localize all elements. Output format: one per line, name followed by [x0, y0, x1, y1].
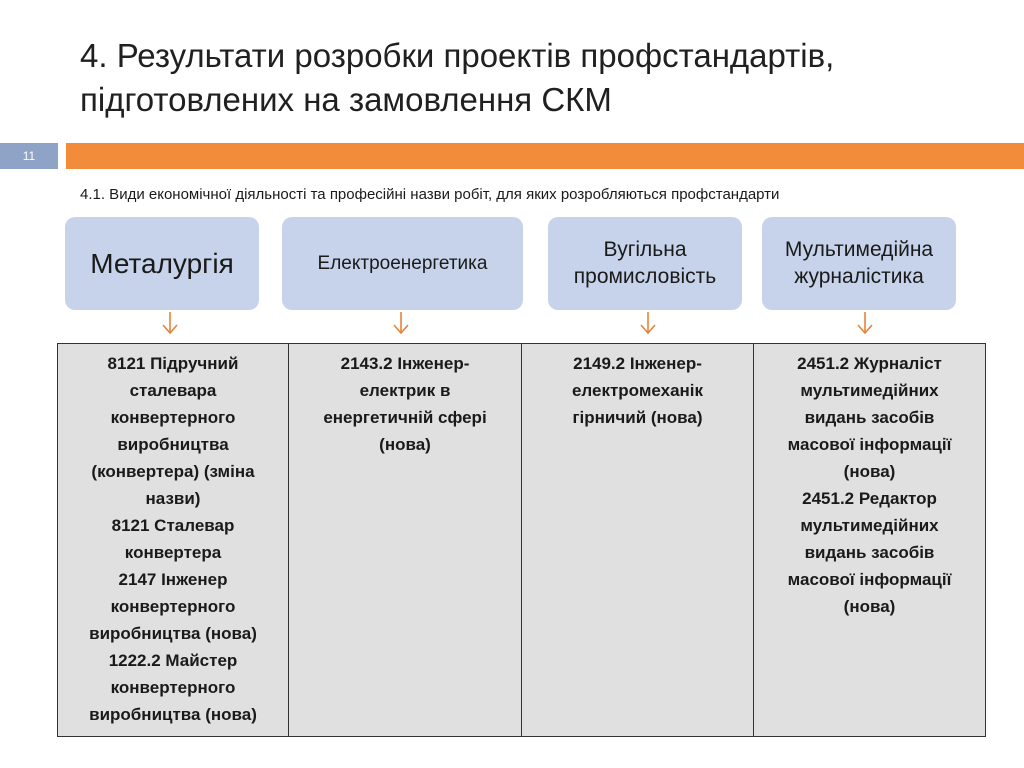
cell-text-line: енергетичній сфері: [323, 408, 487, 427]
cell-text-line: (конвертера) (зміна: [91, 462, 255, 481]
category-label-line-2: журналістика: [794, 264, 924, 288]
cell-text-line: 8121 Сталевар: [111, 516, 235, 535]
down-arrow-icon: [638, 310, 658, 336]
down-arrow-icon: [160, 310, 180, 336]
cell-text-line: 8121 Підручний: [107, 354, 239, 373]
table-cell-power-engineering: [289, 344, 522, 737]
cell-text-line: масової інформації: [787, 435, 952, 454]
category-label-line-1: Мультимедійна: [784, 238, 934, 262]
cell-text-line: (нова): [843, 597, 896, 616]
cell-text-line: масової інформації: [787, 570, 952, 589]
page-title: [80, 34, 980, 122]
cell-text-line: виробництва (нова): [89, 705, 257, 724]
table-row: [58, 344, 986, 737]
cell-text-line: 2143.2 Інженер-: [340, 354, 470, 373]
cell-text-line: (нова): [843, 462, 896, 481]
category-coal-industry: [548, 217, 742, 310]
category-label: Електроенергетика: [317, 252, 488, 274]
cell-text-line: конвертерного: [110, 597, 236, 616]
professions-table: [57, 343, 986, 737]
title-line-1: 4. Результати розробки проектів профстандартів,: [80, 37, 835, 74]
table-cell-coal-industry: [522, 344, 754, 737]
cell-text-line: сталевара: [129, 381, 217, 400]
cell-text-line: виробництва (нова): [89, 624, 257, 643]
cell-text-line: гірничий (нова): [572, 408, 703, 427]
subtitle: 4.1. Види економічної діяльності та професійні назви робіт, для яких розробляються профстандарти: [80, 186, 780, 203]
cell-text-line: конвертера: [124, 543, 222, 562]
category-label: Металургія: [90, 248, 234, 279]
category-multimedia-journalism: [762, 217, 956, 310]
category-power-engineering: [282, 217, 523, 310]
slide-number: 11: [0, 143, 58, 169]
cell-text-line: електрик в: [359, 381, 451, 400]
cell-text-line: конвертерного: [110, 678, 236, 697]
cell-text-line: (нова): [379, 435, 431, 454]
table-cell-multimedia-journalism: [754, 344, 986, 737]
cell-text-line: 2451.2 Журналіст: [797, 354, 942, 373]
cell-text-line: електромеханік: [571, 381, 704, 400]
down-arrow-icon: [855, 310, 875, 336]
cell-text-line: мультимедійних: [800, 381, 939, 400]
cell-text-line: 2149.2 Інженер-: [573, 354, 702, 373]
cell-text-line: конвертерного: [110, 408, 236, 427]
accent-bar: [66, 143, 1024, 169]
category-metallurgy: [65, 217, 259, 310]
down-arrow-icon: [391, 310, 411, 336]
cell-text-line: видань засобів: [804, 543, 935, 562]
table-cell-metallurgy: [58, 344, 289, 737]
cell-text-line: 2147 Інженер: [118, 570, 228, 589]
cell-text-line: назви): [145, 489, 201, 508]
cell-text-line: виробництва: [117, 435, 229, 454]
title-line-2: підготовлених на замовлення СКМ: [80, 81, 612, 118]
cell-text-line: мультимедійних: [800, 516, 939, 535]
cell-text-line: 1222.2 Майстер: [108, 651, 238, 670]
cell-text-line: 2451.2 Редактор: [802, 489, 937, 508]
category-label-line-1: Вугільна: [603, 238, 687, 262]
cell-text-line: видань засобів: [804, 408, 935, 427]
category-label-line-2: промисловість: [573, 264, 717, 288]
